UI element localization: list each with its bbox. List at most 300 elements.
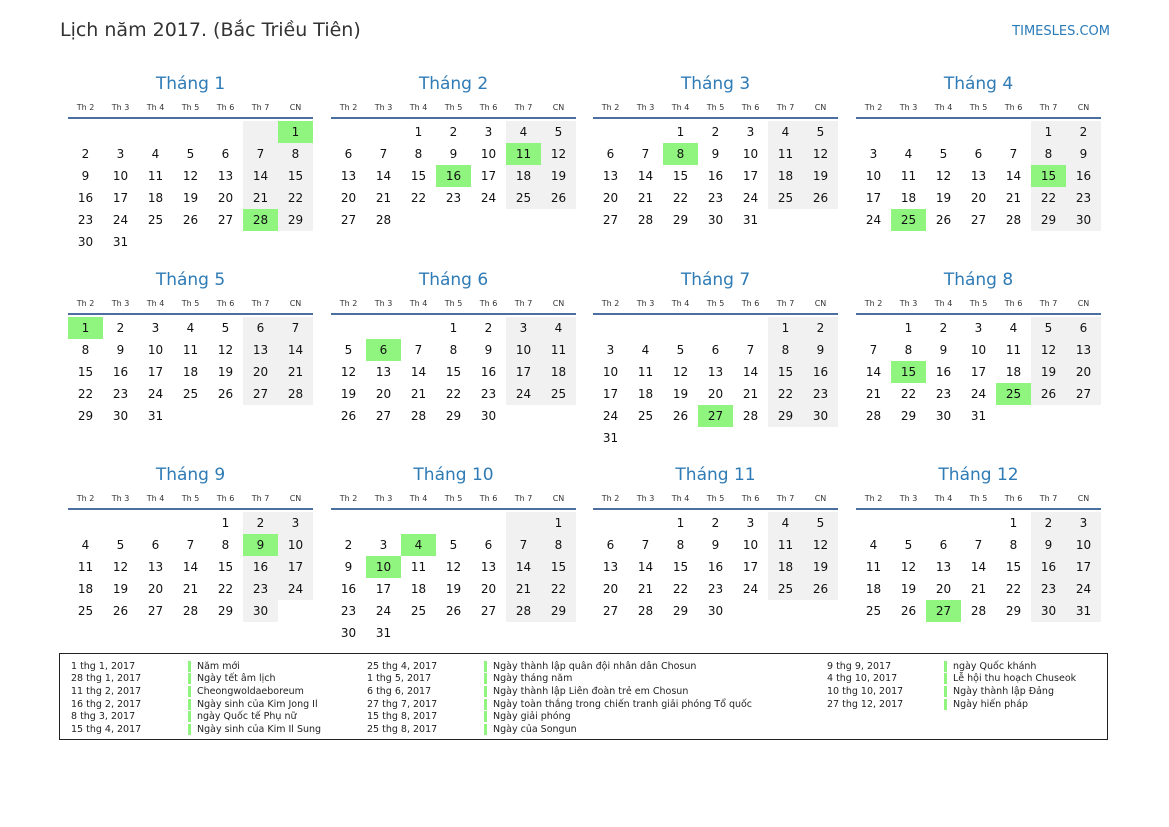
weekday-label: Th 7: [776, 298, 795, 308]
day-cell: 27: [375, 409, 392, 423]
weekday-label: Th 2: [601, 493, 620, 503]
weekday-header: [68, 294, 313, 312]
day-cell: 11: [541, 339, 576, 361]
day-grid: [68, 512, 313, 622]
day-cell: 26: [803, 578, 838, 600]
weekday-label: Th 4: [671, 298, 690, 308]
day-cell: 26: [340, 409, 357, 423]
day-cell: 6: [974, 147, 983, 161]
day-cell: 17: [480, 169, 497, 183]
empty-day-cell: [1031, 405, 1066, 427]
header-divider: [593, 508, 838, 510]
day-cell: 27: [602, 213, 619, 227]
holiday-day-cell: 27: [926, 600, 961, 622]
day-cell: 2: [711, 125, 720, 139]
empty-day-cell: [243, 405, 278, 427]
legend-row: [827, 673, 1076, 686]
day-cell: 1: [414, 125, 423, 139]
day-cell: 3: [506, 317, 541, 339]
day-cell: 2: [484, 321, 493, 335]
day-cell: 1: [1009, 516, 1018, 530]
weekday-label: Th 4: [934, 298, 953, 308]
weekday-header: [331, 98, 576, 116]
weekday-label: Th 6: [216, 298, 235, 308]
day-cell: 5: [116, 538, 125, 552]
day-cell: 10: [742, 538, 759, 552]
weekday-label: Th 6: [741, 102, 760, 112]
day-cell: 19: [112, 582, 129, 596]
month-title: Tháng 7: [680, 270, 751, 290]
weekday-label: Th 3: [636, 493, 655, 503]
empty-day-cell: [628, 427, 663, 449]
weekday-label: Th 2: [76, 298, 95, 308]
day-cell: 3: [151, 321, 160, 335]
weekday-label: Th 4: [146, 298, 165, 308]
day-cell: 25: [768, 578, 803, 600]
day-cell: 28: [742, 409, 759, 423]
holiday-marker: [484, 711, 487, 722]
day-cell: 8: [414, 147, 423, 161]
day-cell: 12: [803, 143, 838, 165]
weekday-label: Th 5: [969, 298, 988, 308]
day-cell: 27: [602, 604, 619, 618]
day-cell: 14: [506, 556, 541, 578]
day-cell: 5: [939, 147, 948, 161]
day-cell: 16: [1066, 165, 1101, 187]
day-cell: 20: [243, 361, 278, 383]
day-cell: 29: [672, 213, 689, 227]
day-cell: 3: [746, 125, 755, 139]
day-cell: 5: [186, 147, 195, 161]
month-title: Tháng 8: [943, 270, 1014, 290]
weekday-label: Th 3: [374, 298, 393, 308]
day-cell: 3: [116, 147, 125, 161]
weekday-label: Th 3: [374, 493, 393, 503]
empty-day-cell: [243, 231, 278, 253]
day-cell: 14: [410, 365, 427, 379]
day-cell: 16: [1031, 556, 1066, 578]
header-divider: [331, 313, 576, 315]
empty-day-cell: [506, 512, 541, 534]
empty-day-cell: [208, 405, 243, 427]
weekday-label: Th 4: [934, 102, 953, 112]
day-cell: 4: [541, 317, 576, 339]
empty-day-cell: [103, 121, 138, 143]
day-cell: 3: [746, 516, 755, 530]
day-cell: 13: [480, 560, 497, 574]
day-cell: 28: [865, 409, 882, 423]
day-cell: 27: [147, 604, 164, 618]
empty-day-cell: [401, 622, 436, 644]
day-cell: 13: [217, 169, 234, 183]
holiday-day-cell: 25: [891, 209, 926, 231]
day-cell: 10: [970, 343, 987, 357]
day-cell: 8: [768, 339, 803, 361]
weekday-label: CN: [552, 298, 565, 308]
legend-row: [367, 673, 752, 686]
holiday-legend: [59, 653, 1108, 740]
empty-day-cell: [68, 121, 103, 143]
day-cell: 18: [541, 361, 576, 383]
day-cell: 7: [746, 343, 755, 357]
weekday-label: Th 5: [969, 102, 988, 112]
day-cell: 15: [541, 556, 576, 578]
day-cell: 19: [182, 191, 199, 205]
holiday-date: 9 thg 9, 2017: [827, 660, 892, 672]
day-cell: 8: [221, 538, 230, 552]
day-cell: 16: [77, 191, 94, 205]
day-grid: [856, 121, 1101, 231]
day-cell: 28: [970, 604, 987, 618]
day-cell: 12: [112, 560, 129, 574]
day-cell: 24: [602, 409, 619, 423]
holiday-name: Ngày sinh của Kim Il Sung: [197, 723, 322, 735]
empty-day-cell: [471, 622, 506, 644]
month-title: Tháng 5: [155, 270, 226, 290]
day-cell: 12: [217, 343, 234, 357]
day-cell: 7: [186, 538, 195, 552]
day-cell: 10: [602, 365, 619, 379]
empty-day-cell: [208, 121, 243, 143]
day-cell: 16: [707, 560, 724, 574]
legend-row: [367, 685, 752, 698]
holiday-date: 25 thg 4, 2017: [367, 660, 438, 672]
empty-day-cell: [366, 317, 401, 339]
day-grid: [593, 317, 838, 449]
holiday-date: 6 thg 6, 2017: [367, 685, 432, 697]
empty-day-cell: [173, 405, 208, 427]
holiday-marker: [188, 711, 191, 722]
day-cell: 13: [1066, 339, 1101, 361]
empty-day-cell: [471, 209, 506, 231]
empty-day-cell: [961, 121, 996, 143]
empty-day-cell: [856, 317, 891, 339]
day-cell: 19: [900, 582, 917, 596]
day-cell: 26: [445, 604, 462, 618]
month-block: [593, 72, 838, 231]
day-cell: 23: [243, 578, 278, 600]
day-cell: 24: [278, 578, 313, 600]
empty-day-cell: [663, 427, 698, 449]
weekday-label: Th 4: [409, 493, 428, 503]
weekday-label: Th 6: [741, 493, 760, 503]
day-cell: 29: [278, 209, 313, 231]
day-cell: 6: [606, 147, 615, 161]
empty-day-cell: [506, 622, 541, 644]
day-cell: 18: [147, 191, 164, 205]
day-cell: 9: [711, 538, 720, 552]
day-cell: 26: [672, 409, 689, 423]
weekday-label: CN: [289, 493, 302, 503]
empty-day-cell: [768, 427, 803, 449]
holiday-day-cell: 9: [243, 534, 278, 556]
weekday-label: Th 3: [111, 102, 130, 112]
day-cell: 1: [676, 125, 685, 139]
day-cell: 6: [151, 538, 160, 552]
day-cell: 16: [803, 361, 838, 383]
holiday-date: 8 thg 3, 2017: [71, 711, 136, 723]
weekday-label: Th 2: [601, 102, 620, 112]
day-cell: 9: [484, 343, 493, 357]
day-cell: 9: [116, 343, 125, 357]
empty-day-cell: [593, 317, 628, 339]
holiday-day-cell: 15: [891, 361, 926, 383]
day-cell: 12: [182, 169, 199, 183]
day-cell: 18: [77, 582, 94, 596]
weekday-label: Th 3: [111, 298, 130, 308]
day-cell: 12: [445, 560, 462, 574]
empty-day-cell: [593, 512, 628, 534]
day-cell: 24: [480, 191, 497, 205]
day-cell: 9: [344, 560, 353, 574]
empty-day-cell: [471, 512, 506, 534]
month-title: Tháng 4: [943, 74, 1014, 94]
legend-row: [367, 723, 752, 736]
day-cell: 19: [803, 165, 838, 187]
day-cell: 21: [278, 361, 313, 383]
weekday-label: Th 3: [636, 102, 655, 112]
day-cell: 11: [865, 560, 882, 574]
day-cell: 30: [803, 405, 838, 427]
month-title: Tháng 11: [675, 465, 756, 485]
day-cell: 24: [375, 604, 392, 618]
legend-row: [71, 723, 321, 736]
legend-row: [71, 698, 321, 711]
day-cell: 2: [1066, 121, 1101, 143]
day-cell: 14: [865, 365, 882, 379]
holiday-date: 27 thg 12, 2017: [827, 698, 904, 710]
day-cell: 27: [970, 213, 987, 227]
weekday-label: Th 2: [339, 298, 358, 308]
day-cell: 14: [375, 169, 392, 183]
empty-day-cell: [331, 121, 366, 143]
day-cell: 5: [803, 512, 838, 534]
empty-day-cell: [366, 121, 401, 143]
day-cell: 8: [449, 343, 458, 357]
day-cell: 7: [243, 143, 278, 165]
legend-row: [367, 710, 752, 723]
weekday-label: Th 2: [864, 298, 883, 308]
holiday-date: 10 thg 10, 2017: [827, 685, 904, 697]
day-cell: 21: [970, 582, 987, 596]
day-cell: 6: [243, 317, 278, 339]
empty-day-cell: [663, 317, 698, 339]
day-cell: 29: [77, 409, 94, 423]
month-block: [856, 268, 1101, 427]
empty-day-cell: [961, 512, 996, 534]
weekday-header: [68, 98, 313, 116]
legend-row: [71, 673, 321, 686]
site-link[interactable]: TIMESLES.COM: [1012, 24, 1110, 39]
day-cell: 30: [707, 213, 724, 227]
empty-day-cell: [768, 600, 803, 622]
holiday-marker: [484, 724, 487, 735]
empty-day-cell: [856, 121, 891, 143]
day-cell: 7: [641, 538, 650, 552]
holiday-date: 25 thg 8, 2017: [367, 723, 438, 735]
empty-day-cell: [173, 121, 208, 143]
day-cell: 11: [900, 169, 917, 183]
day-cell: 5: [676, 343, 685, 357]
empty-day-cell: [593, 121, 628, 143]
day-cell: 20: [147, 582, 164, 596]
day-cell: 7: [278, 317, 313, 339]
day-cell: 30: [1031, 600, 1066, 622]
day-grid: [593, 512, 838, 622]
day-cell: 2: [116, 321, 125, 335]
holiday-date: 4 thg 10, 2017: [827, 673, 898, 685]
day-cell: 29: [768, 405, 803, 427]
weekday-label: Th 7: [514, 298, 533, 308]
empty-day-cell: [173, 512, 208, 534]
month-block: [856, 463, 1101, 622]
day-cell: 2: [344, 538, 353, 552]
day-cell: 29: [217, 604, 234, 618]
holiday-marker: [484, 686, 487, 697]
weekday-label: Th 6: [1004, 102, 1023, 112]
holiday-name: Ngày của Songun: [493, 723, 577, 735]
day-cell: 2: [449, 125, 458, 139]
weekday-label: Th 4: [671, 493, 690, 503]
day-cell: 11: [147, 169, 164, 183]
holiday-name: ngày Quốc tế Phụ nữ: [197, 711, 297, 723]
header-divider: [593, 313, 838, 315]
empty-day-cell: [698, 317, 733, 339]
weekday-label: Th 4: [146, 493, 165, 503]
empty-day-cell: [891, 121, 926, 143]
weekday-label: CN: [552, 493, 565, 503]
day-cell: 7: [379, 147, 388, 161]
empty-day-cell: [506, 405, 541, 427]
day-cell: 13: [970, 169, 987, 183]
header-divider: [68, 117, 313, 119]
day-cell: 20: [602, 191, 619, 205]
empty-day-cell: [243, 121, 278, 143]
day-cell: 28: [375, 213, 392, 227]
day-cell: 11: [410, 560, 427, 574]
day-cell: 15: [768, 361, 803, 383]
holiday-day-cell: 28: [243, 209, 278, 231]
day-cell: 17: [375, 582, 392, 596]
weekday-label: CN: [814, 298, 827, 308]
day-cell: 17: [970, 365, 987, 379]
day-cell: 23: [112, 387, 129, 401]
day-cell: 7: [414, 343, 423, 357]
day-cell: 3: [278, 512, 313, 534]
day-cell: 14: [742, 365, 759, 379]
day-cell: 12: [340, 365, 357, 379]
day-cell: 19: [1031, 361, 1066, 383]
day-cell: 24: [865, 213, 882, 227]
day-cell: 24: [970, 387, 987, 401]
day-cell: 24: [506, 383, 541, 405]
month-title: Tháng 2: [418, 74, 489, 94]
day-cell: 6: [344, 147, 353, 161]
day-cell: 20: [375, 387, 392, 401]
empty-day-cell: [1066, 405, 1101, 427]
day-cell: 24: [1066, 578, 1101, 600]
day-cell: 23: [707, 582, 724, 596]
header-divider: [856, 117, 1101, 119]
day-cell: 8: [541, 534, 576, 556]
empty-day-cell: [436, 512, 471, 534]
day-cell: 20: [602, 582, 619, 596]
weekday-label: Th 2: [601, 298, 620, 308]
day-cell: 9: [939, 343, 948, 357]
month-title: Tháng 10: [413, 465, 494, 485]
day-grid: [331, 512, 576, 644]
day-cell: 17: [742, 560, 759, 574]
day-cell: 30: [243, 600, 278, 622]
holiday-date: 11 thg 2, 2017: [71, 685, 142, 697]
weekday-label: Th 7: [1039, 298, 1058, 308]
weekday-label: Th 5: [181, 102, 200, 112]
day-cell: 27: [243, 383, 278, 405]
day-cell: 28: [637, 213, 654, 227]
day-grid: [856, 512, 1101, 622]
day-cell: 22: [217, 582, 234, 596]
empty-day-cell: [331, 512, 366, 534]
holiday-date: 16 thg 2, 2017: [71, 698, 142, 710]
holiday-name: Ngày thành lập Đảng: [953, 685, 1054, 697]
empty-day-cell: [138, 231, 173, 253]
legend-column: [827, 660, 1076, 710]
day-cell: 13: [935, 560, 952, 574]
empty-day-cell: [733, 427, 768, 449]
day-cell: 9: [1066, 143, 1101, 165]
day-cell: 16: [935, 365, 952, 379]
day-cell: 23: [77, 213, 94, 227]
header-divider: [331, 508, 576, 510]
day-cell: 3: [606, 343, 615, 357]
day-cell: 29: [900, 409, 917, 423]
weekday-header: [68, 489, 313, 507]
holiday-marker: [944, 699, 947, 710]
day-cell: 11: [77, 560, 94, 574]
holiday-name: Ngày hiến pháp: [953, 698, 1029, 710]
holiday-day-cell: 4: [401, 534, 436, 556]
weekday-label: Th 5: [706, 102, 725, 112]
day-cell: 20: [217, 191, 234, 205]
day-cell: 7: [974, 538, 983, 552]
day-cell: 13: [602, 169, 619, 183]
day-cell: 21: [410, 387, 427, 401]
day-cell: 23: [445, 191, 462, 205]
empty-day-cell: [103, 512, 138, 534]
day-cell: 19: [445, 582, 462, 596]
month-title: Tháng 9: [155, 465, 226, 485]
holiday-date: 15 thg 8, 2017: [367, 711, 438, 723]
day-cell: 25: [506, 187, 541, 209]
empty-day-cell: [926, 121, 961, 143]
day-cell: 6: [606, 538, 615, 552]
weekday-label: Th 3: [899, 102, 918, 112]
legend-row: [827, 698, 1076, 711]
weekday-label: CN: [1077, 298, 1090, 308]
day-cell: 25: [768, 187, 803, 209]
day-cell: 31: [742, 213, 759, 227]
day-cell: 10: [112, 169, 129, 183]
day-cell: 18: [900, 191, 917, 205]
legend-column: [367, 660, 752, 736]
month-block: [68, 463, 313, 622]
day-cell: 22: [672, 582, 689, 596]
day-cell: 19: [541, 165, 576, 187]
day-cell: 15: [445, 365, 462, 379]
month-block: [593, 268, 838, 449]
day-cell: 6: [221, 147, 230, 161]
day-cell: 26: [1031, 383, 1066, 405]
